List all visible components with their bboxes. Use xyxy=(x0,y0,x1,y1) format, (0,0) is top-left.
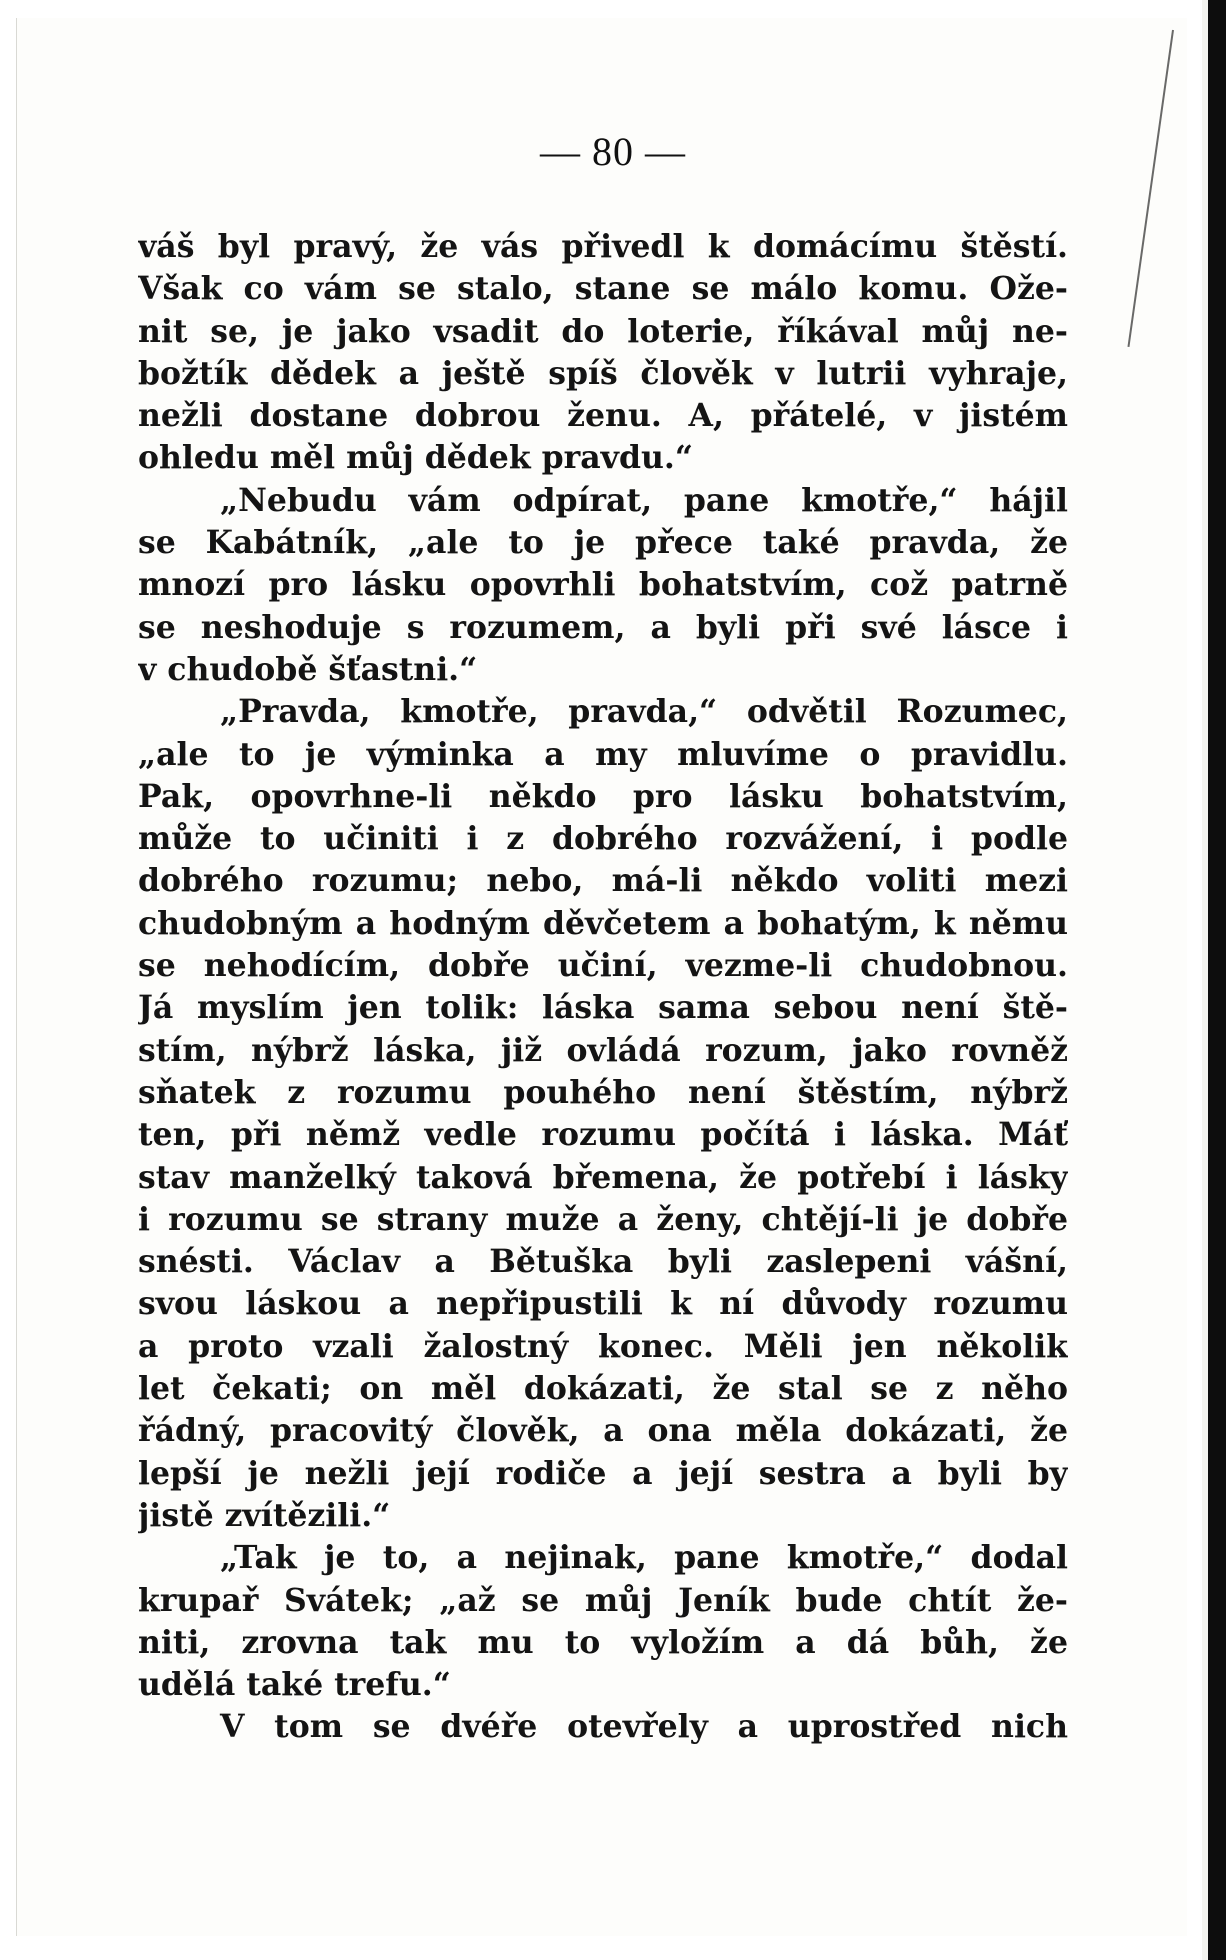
text-line: udělá také trefu.“ xyxy=(138,1666,451,1704)
text-line: Pak, opovrhne-li někdo pro lásku bohatstvím, xyxy=(138,777,1068,815)
text-line: ten, při němž vedle rozumu počítá i láska. Máť xyxy=(138,1116,1068,1154)
text-line: dobrého rozumu; nebo, má-li někdo voliti mezi xyxy=(138,862,1068,900)
text-line: let čekati; on měl dokázati, že stal se z něho xyxy=(138,1370,1068,1408)
text-line: se Kabátník, „ale to je přece také pravda, že xyxy=(138,524,1068,562)
text-line: v chudobě šťastni.“ xyxy=(138,650,478,688)
text-line: krupař Svátek; „až se můj Jeník bude chtít že- xyxy=(138,1581,1068,1619)
text-line: a proto vzali žalostný konec. Měli jen několik xyxy=(138,1327,1068,1365)
text-line: „ale to je výminka a my mluvíme o pravidlu. xyxy=(138,735,1068,773)
text-line: snésti. Václav a Bětuška byli zaslepeni vášní, xyxy=(138,1243,1068,1281)
text-line: mnozí pro lásku opovrhli bohatstvím, což patrně xyxy=(138,566,1068,604)
text-line: i rozumu se strany muže a ženy, chtějí-li je dobře xyxy=(138,1200,1068,1238)
text-line: ohledu měl můj dědek pravdu.“ xyxy=(138,439,693,477)
text-line: stav manželký taková břemena, že potřebí i lásky xyxy=(138,1158,1068,1196)
text-line: může to učiniti i z dobrého rozvážení, i podle xyxy=(138,820,1068,858)
body-text xyxy=(138,226,1068,1749)
text-line: Já myslím jen tolik: láska sama sebou není ště- xyxy=(138,989,1068,1027)
page-number: — 80 — xyxy=(540,129,686,174)
text-line: Však co vám se stalo, stane se málo komu. Ože- xyxy=(138,270,1068,308)
text-line: řádný, pracovitý člověk, a ona měla dokázati, že xyxy=(138,1412,1068,1450)
text-line: lepší je nežli její rodiče a její sestra a byli by xyxy=(138,1454,1068,1492)
text-line: se nehodícím, dobře učiní, vezme-li chudobnou. xyxy=(138,947,1068,985)
scan-edge-border xyxy=(1208,0,1226,1960)
text-line: sňatek z rozumu pouhého není štěstím, nýbrž xyxy=(138,1073,1068,1111)
text-line: svou láskou a nepřipustili k ní důvody rozumu xyxy=(138,1285,1068,1323)
text-line: stím, nýbrž láska, již ovládá rozum, jako rovněž xyxy=(138,1031,1068,1069)
text-line: niti, zrovna tak mu to vyložím a dá bůh, že xyxy=(138,1623,1068,1661)
text-line: nit se, je jako vsadit do loterie, říkával můj ne- xyxy=(138,312,1068,350)
text-line: „Nebudu vám odpírat, pane kmotře,“ hájil xyxy=(220,481,1068,519)
text-line: „Tak je to, a nejinak, pane kmotře,“ dodal xyxy=(220,1539,1068,1577)
text-line: jistě zvítězili.“ xyxy=(138,1496,391,1534)
text-line: V tom se dvéře otevřely a uprostřed nich xyxy=(220,1708,1068,1746)
text-line: božtík dědek a ještě spíš člověk v lutrii vyhraje, xyxy=(138,354,1068,392)
text-line: se neshoduje s rozumem, a byli při své lásce i xyxy=(138,608,1068,646)
text-line: chudobným a hodným děvčetem a bohatým, k němu xyxy=(138,904,1068,942)
text-line: „Pravda, kmotře, pravda,“ odvětil Rozumec, xyxy=(220,693,1068,731)
text-line: váš byl pravý, že vás přivedl k domácímu štěstí. xyxy=(138,228,1068,265)
text-line: nežli dostane dobrou ženu. A, přátelé, v jistém xyxy=(138,397,1068,435)
